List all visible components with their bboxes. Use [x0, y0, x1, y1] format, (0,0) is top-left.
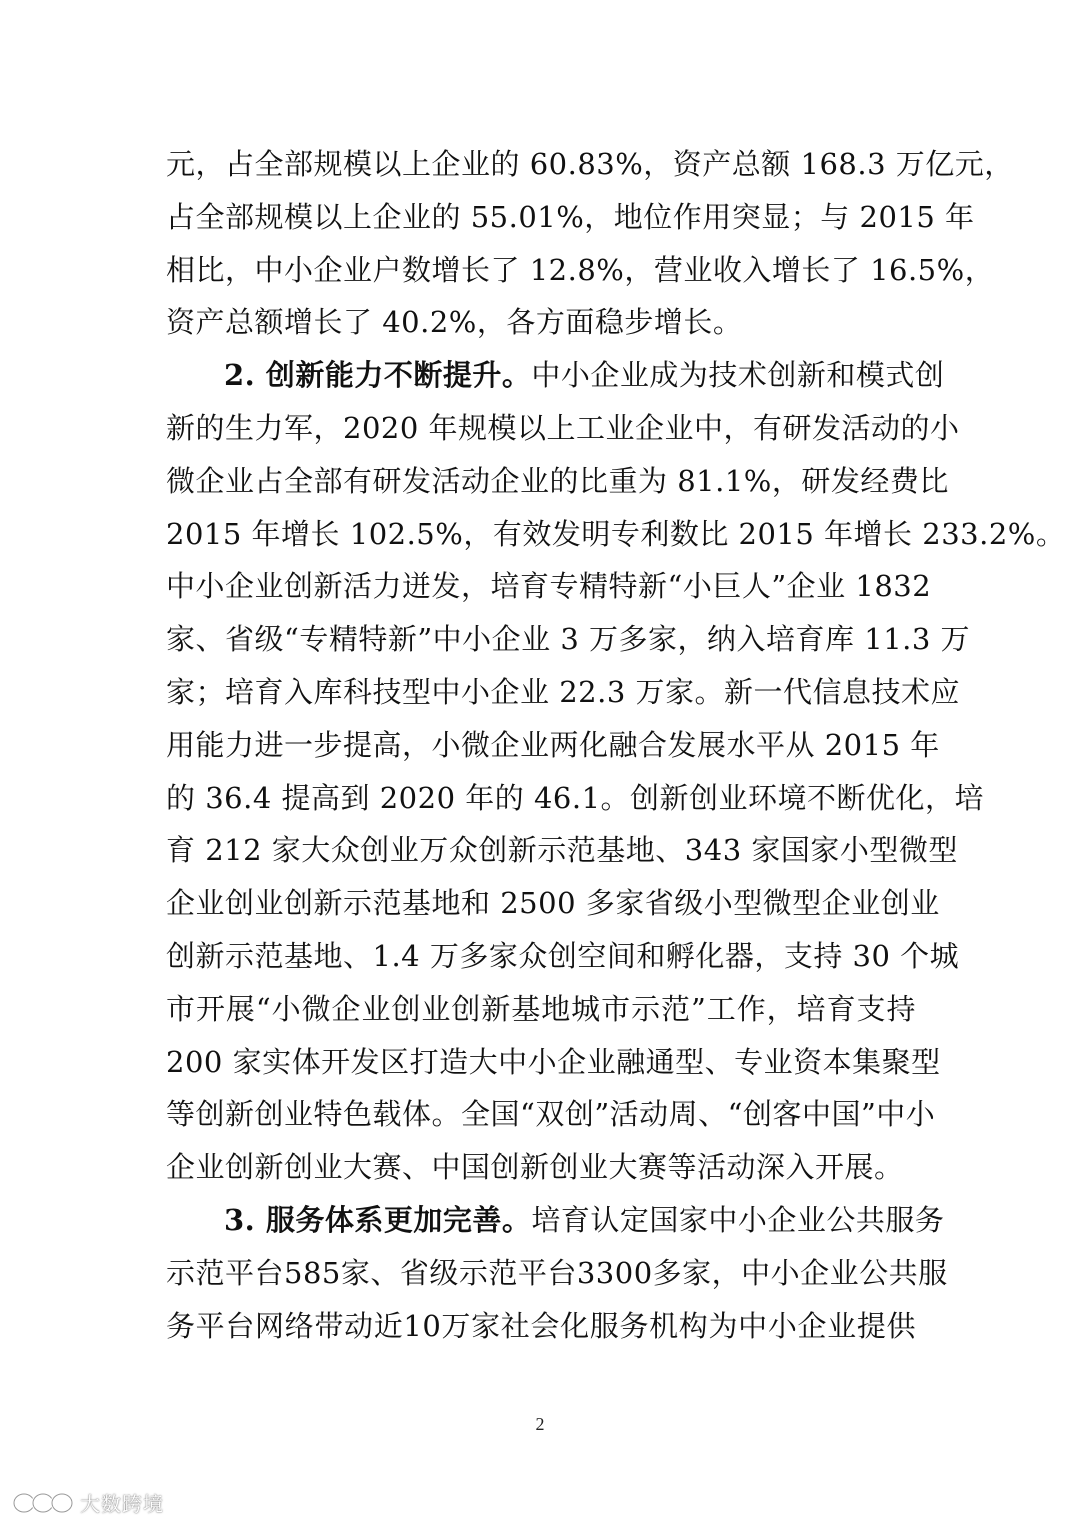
text-line: 2015 年增长 102.5%，有效发明专利数比 2015 年增长 233.2%。 [166, 516, 1066, 551]
text-line: 资产总额增长了 40.2%，各方面稳步增长。 [166, 305, 743, 340]
watermark [12, 1488, 164, 1517]
text-line [166, 349, 945, 402]
text-line: 市开展“小微企业创业创新基地城市示范”工作，培育支持 [166, 991, 916, 1026]
text-segment: 培育认定国家中小企业公共服务 [531, 1202, 945, 1237]
text-line: 家；培育入库科技型中小企业 22.3 万家。新一代信息技术应 [166, 674, 961, 709]
brand-logo-icon [12, 1490, 74, 1516]
text-line: 企业创业创新示范基地和 2500 多家省级小型微型企业创业 [166, 886, 940, 921]
paragraph-1 [166, 138, 1014, 349]
document-body [166, 138, 1066, 1352]
paragraph-3 [166, 1194, 948, 1352]
text-line: 家、省级“专精特新”中小企业 3 万多家，纳入培育库 11.3 万 [166, 622, 971, 657]
section-heading: 3. 服务体系更加完善。 [224, 1202, 532, 1237]
text-line: 微企业占全部有研发活动企业的比重为 81.1%，研发经费比 [166, 463, 949, 498]
text-line: 200 家实体开发区打造大中小企业融通型、专业资本集聚型 [166, 1044, 941, 1079]
page-number: 2 [535, 1414, 545, 1434]
text-line: 育 212 家大众创业万众创新示范基地、343 家国家小型微型 [166, 833, 958, 868]
text-line: 中小企业创新活力迸发，培育专精特新“小巨人”企业 1832 [166, 569, 932, 604]
text-line: 用能力进一步提高，小微企业两化融合发展水平从 2015 年 [166, 727, 940, 762]
text-line: 元，占全部规模以上企业的 60.83%，资产总额 168.3 万亿元， [166, 147, 1014, 181]
text-line: 的 36.4 提高到 2020 年的 46.1。创新创业环境不断优化，培 [166, 780, 985, 815]
text-line: 企业创新创业大赛、中国创新创业大赛等活动深入开展。 [166, 1150, 904, 1185]
text-line: 务平台网络带动近10万家社会化服务机构为中小企业提供 [166, 1308, 916, 1343]
watermark-text: 大数跨境 [80, 1492, 164, 1516]
section-heading: 2. 创新能力不断提升。 [224, 358, 532, 393]
text-segment: 中小企业成为技术创新和模式创 [531, 358, 945, 393]
text-line: 示范平台585家、省级示范平台3300多家，中小企业公共服 [166, 1255, 948, 1290]
text-line: 占全部规模以上企业的 55.01%，地位作用突显；与 2015 年 [166, 199, 975, 234]
text-line: 相比，中小企业户数增长了 12.8%，营业收入增长了 16.5%， [166, 252, 995, 287]
paragraph-2 [166, 349, 1066, 1194]
text-line: 创新示范基地、1.4 万多家众创空间和孵化器，支持 30 个城 [166, 938, 960, 973]
text-line [166, 1194, 945, 1247]
text-line: 等创新创业特色载体。全国“双创”活动周、“创客中国”中小 [166, 1097, 936, 1132]
text-line: 新的生力军，2020 年规模以上工业企业中，有研发活动的小 [166, 410, 960, 445]
